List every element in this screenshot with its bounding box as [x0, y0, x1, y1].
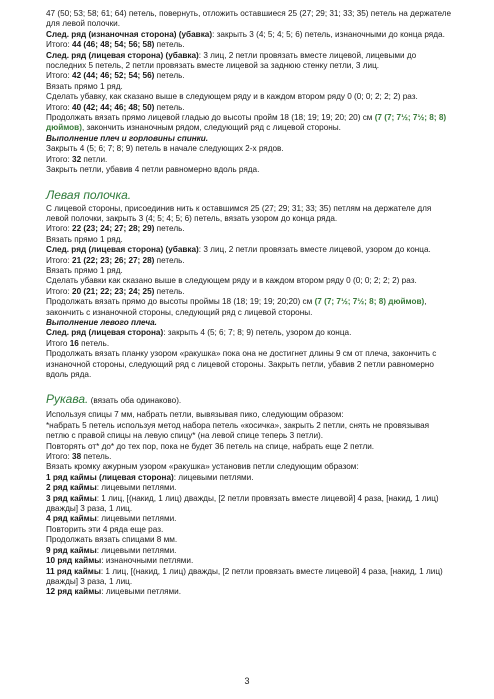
total-label: Итого:: [46, 40, 73, 50]
text-line: Сделать убавки как сказано выше в следующем ряду и в каждом втором ряду 0 (0; 0; 2; 2; 2) раз.: [46, 276, 417, 286]
total-label: Итого: [46, 338, 70, 348]
text-line: последних 5 петель, 2 петли провязать вместе лицевой за заднюю стенку петли, 3 лиц.: [46, 61, 380, 71]
text-line: Используя спицы 7 мм, набрать петли, вывязывая пико, следующим образом:: [46, 410, 344, 420]
total-line: [46, 287, 468, 297]
text-line: [46, 123, 468, 133]
total-value: 20 (21; 22; 23; 24; 25): [72, 286, 155, 296]
total-line: [46, 155, 468, 165]
text-line: Вязать прямо 1 ряд.: [46, 265, 123, 275]
subheading: Выполнение плеч и горловины спинки.: [46, 133, 209, 143]
text-line: Вязать прямо 1 ряд.: [46, 81, 123, 91]
row-label: 4 ряд каймы: [46, 514, 97, 524]
text-line: Повторить эти 4 ряда еще раз.: [46, 524, 164, 534]
row-label: След. ряд (изнаночная сторона) (убавка): [46, 29, 213, 39]
text-segment: Продолжать вязать прямо лицевой гладью до высоты пройм 18 (18; 19; 19; 20; 20) см: [46, 113, 375, 123]
total-line: [46, 40, 468, 50]
back-continuation: [46, 9, 468, 176]
row-text: : лицевыми петлями.: [96, 545, 177, 555]
text-line: Вязать прямо 1 ряд.: [46, 234, 123, 244]
text-line: Закрыть 4 (5; 6; 7; 8; 9) петель в начале следующих 2-х рядов.: [46, 144, 284, 154]
text-line: для левой полочки.: [46, 19, 120, 29]
inches-value: (7 (7; 7½; 7½; 8; 8): [374, 113, 447, 123]
page-number: 3: [244, 676, 250, 686]
row-label: 3 ряд каймы: [46, 493, 97, 503]
total-label: Итого:: [46, 286, 73, 296]
row-label: 12 ряд каймы: [46, 587, 102, 597]
total-label: Итого:: [46, 224, 73, 234]
total-value: 16: [69, 338, 79, 348]
total-line: [46, 256, 468, 266]
row-text: : 1 лиц, [(накид, 1 лиц) дважды, [2 петли провязать вместе лицевой] 4 раза, [накид, 1 лиц): [96, 493, 439, 503]
row-label: 9 ряд каймы: [46, 545, 97, 555]
text-line: Продолжать вязать спицами 8 мм.: [46, 535, 178, 545]
text-line: *набрать 5 петель используя метод набора петель «косичка», закрыть 2 петли, снять не провязывая: [46, 420, 430, 430]
text-segment: Продолжать вязать прямо до высоты проймы 18 (18; 19; 19; 20;20) см: [46, 297, 315, 307]
instruction-line: [46, 483, 468, 493]
total-unit: петель.: [154, 224, 185, 234]
instruction-line: [46, 328, 468, 338]
total-line: [46, 224, 468, 234]
total-line: [46, 339, 468, 349]
section-heading: Левая полочка.: [46, 187, 132, 202]
text-line: дважды] 3 раза, 1 лиц.: [46, 576, 133, 586]
total-line: [46, 71, 468, 81]
text-line: [46, 113, 468, 123]
instruction-line: [46, 514, 468, 524]
text-segment: , закончить изнаночным рядом, следующий ряд с лицевой стороны.: [81, 123, 341, 133]
total-value: 21 (22; 23; 26; 27; 28): [72, 255, 155, 265]
row-text: : закрыть 4 (5; 6; 7; 8; 9) петель, узором до конца.: [163, 328, 352, 338]
total-value: 38: [72, 452, 82, 462]
text-line: изнаночной стороны, следующий ряд с лицевой стороны. Закрыть петли, убавив 2 петли равномерно: [46, 359, 434, 369]
row-text: : лицевыми петлями.: [96, 514, 177, 524]
instruction-line: [46, 567, 468, 577]
text-line: Вязать кромку ажурным узором «ракушка» установив петли следующим образом:: [46, 462, 359, 472]
total-label: Итого:: [46, 452, 73, 462]
left-front-section: [46, 188, 468, 381]
row-label: 11 ряд каймы: [46, 566, 101, 576]
text-line: Закрыть петли, убавив 4 петли равномерно вдоль ряда.: [46, 165, 260, 175]
row-text: : закрыть 3 (4; 5; 4; 5; 6) петель, изнаночными до конца ряда.: [212, 29, 445, 39]
text-line: левой полочки, закрыть 3 (4; 5; 4; 5; 6) петель, вязать узором до конца ряда.: [46, 213, 338, 223]
text-line: Сделать убавку, как сказано выше в следующем ряду и в каждом втором ряду 0 (0; 0; 2; 2; 2) раз.: [46, 92, 418, 102]
total-label: Итого:: [46, 255, 73, 265]
row-label: След. ряд (лицевая сторона): [46, 328, 164, 338]
total-unit: петель.: [154, 255, 185, 265]
instruction-line: [46, 546, 468, 556]
row-text: : изнаночными петлями.: [101, 556, 194, 566]
total-label: Итого:: [46, 154, 73, 164]
text-line: 47 (50; 53; 58; 61; 64) петель, повернуть, отложить оставшиеся 25 (27; 29; 31; 33; 35) петель на держателе: [46, 9, 452, 18]
instruction-line: [46, 587, 468, 597]
instruction-line: [46, 30, 468, 40]
text-segment: ,: [424, 297, 427, 307]
row-label: 1 ряд каймы (лицевая сторона): [46, 472, 174, 482]
instruction-line: [46, 245, 468, 255]
instruction-line: [46, 473, 468, 483]
row-label: След. ряд (лицевая сторона) (убавка): [46, 245, 199, 255]
text-line: закончить с изнаночной стороны, следующий ряд с лицевой стороны.: [46, 307, 313, 317]
total-label: Итого:: [46, 71, 73, 81]
text-line: Повторять от* до* до тех пор, пока не будет 36 петель на спице, набрать еще 2 петли.: [46, 441, 375, 451]
text-line: Продолжать вязать планку узором «ракушка» пока она не достигнет длины 9 см от плеча, закончить с: [46, 349, 437, 359]
row-text: : 3 лиц, 2 петли провязать вместе лицевой, узором до конца.: [198, 245, 431, 255]
text-line: вдоль ряда.: [46, 370, 92, 379]
row-label: След. ряд (лицевая сторона) (убавка): [46, 50, 199, 60]
sleeves-section: [46, 392, 468, 597]
total-label: Итого:: [46, 102, 73, 112]
total-unit: петель.: [154, 286, 185, 296]
total-line: [46, 103, 468, 113]
total-value: 44 (46; 48; 54; 56; 58): [72, 40, 155, 50]
instruction-line: [46, 51, 468, 61]
instruction-line: [46, 494, 468, 504]
total-line: [46, 452, 468, 462]
text-line: петлю с правой спицы на левую спицу* (на левой спице теперь 3 петли).: [46, 431, 324, 441]
total-unit: петель.: [154, 40, 185, 50]
row-text: : 1 лиц, [(накид, 1 лиц) дважды, [2 петли провязать вместе лицевой] 4 раза, [накид, 1 лиц): [100, 566, 443, 576]
instruction-line: [46, 556, 468, 566]
total-value: 22 (23; 24; 27; 28; 29): [72, 224, 155, 234]
section-heading: [46, 392, 468, 408]
row-text: : лицевыми петлями.: [173, 472, 254, 482]
section-title: Рукава.: [46, 392, 89, 407]
subheading: Выполнение левого плеча.: [46, 317, 157, 327]
row-text: : лицевыми петлями.: [96, 483, 177, 493]
text-line: [46, 297, 468, 307]
text-line: С лицевой стороны, присоединив нить к оставшимся 25 (27; 29; 31; 33; 35) петлям на держателе для: [46, 203, 432, 213]
section-note: (вязать оба одинаково).: [88, 396, 182, 406]
total-unit: петель.: [81, 452, 112, 462]
row-label: 10 ряд каймы: [46, 556, 102, 566]
inches-value: (7 (7; 7½; 7½; 8; 8) дюймов): [314, 297, 425, 307]
row-text: : 3 лиц, 2 петли провязать вместе лицевой, лицевыми до: [198, 50, 417, 60]
total-value: 32: [72, 154, 82, 164]
total-unit: петель.: [154, 102, 185, 112]
total-unit: петли.: [81, 154, 108, 164]
inches-value: дюймов): [46, 123, 82, 133]
total-value: 40 (42; 44; 46; 48; 50): [72, 102, 155, 112]
total-unit: петель.: [154, 71, 185, 81]
row-text: : лицевыми петлями.: [101, 587, 182, 597]
text-line: дважды] 3 раза, 1 лиц.: [46, 504, 133, 514]
total-value: 42 (44; 46; 52; 54; 56): [72, 71, 155, 81]
row-label: 2 ряд каймы: [46, 483, 97, 493]
total-unit: петель.: [78, 338, 110, 348]
